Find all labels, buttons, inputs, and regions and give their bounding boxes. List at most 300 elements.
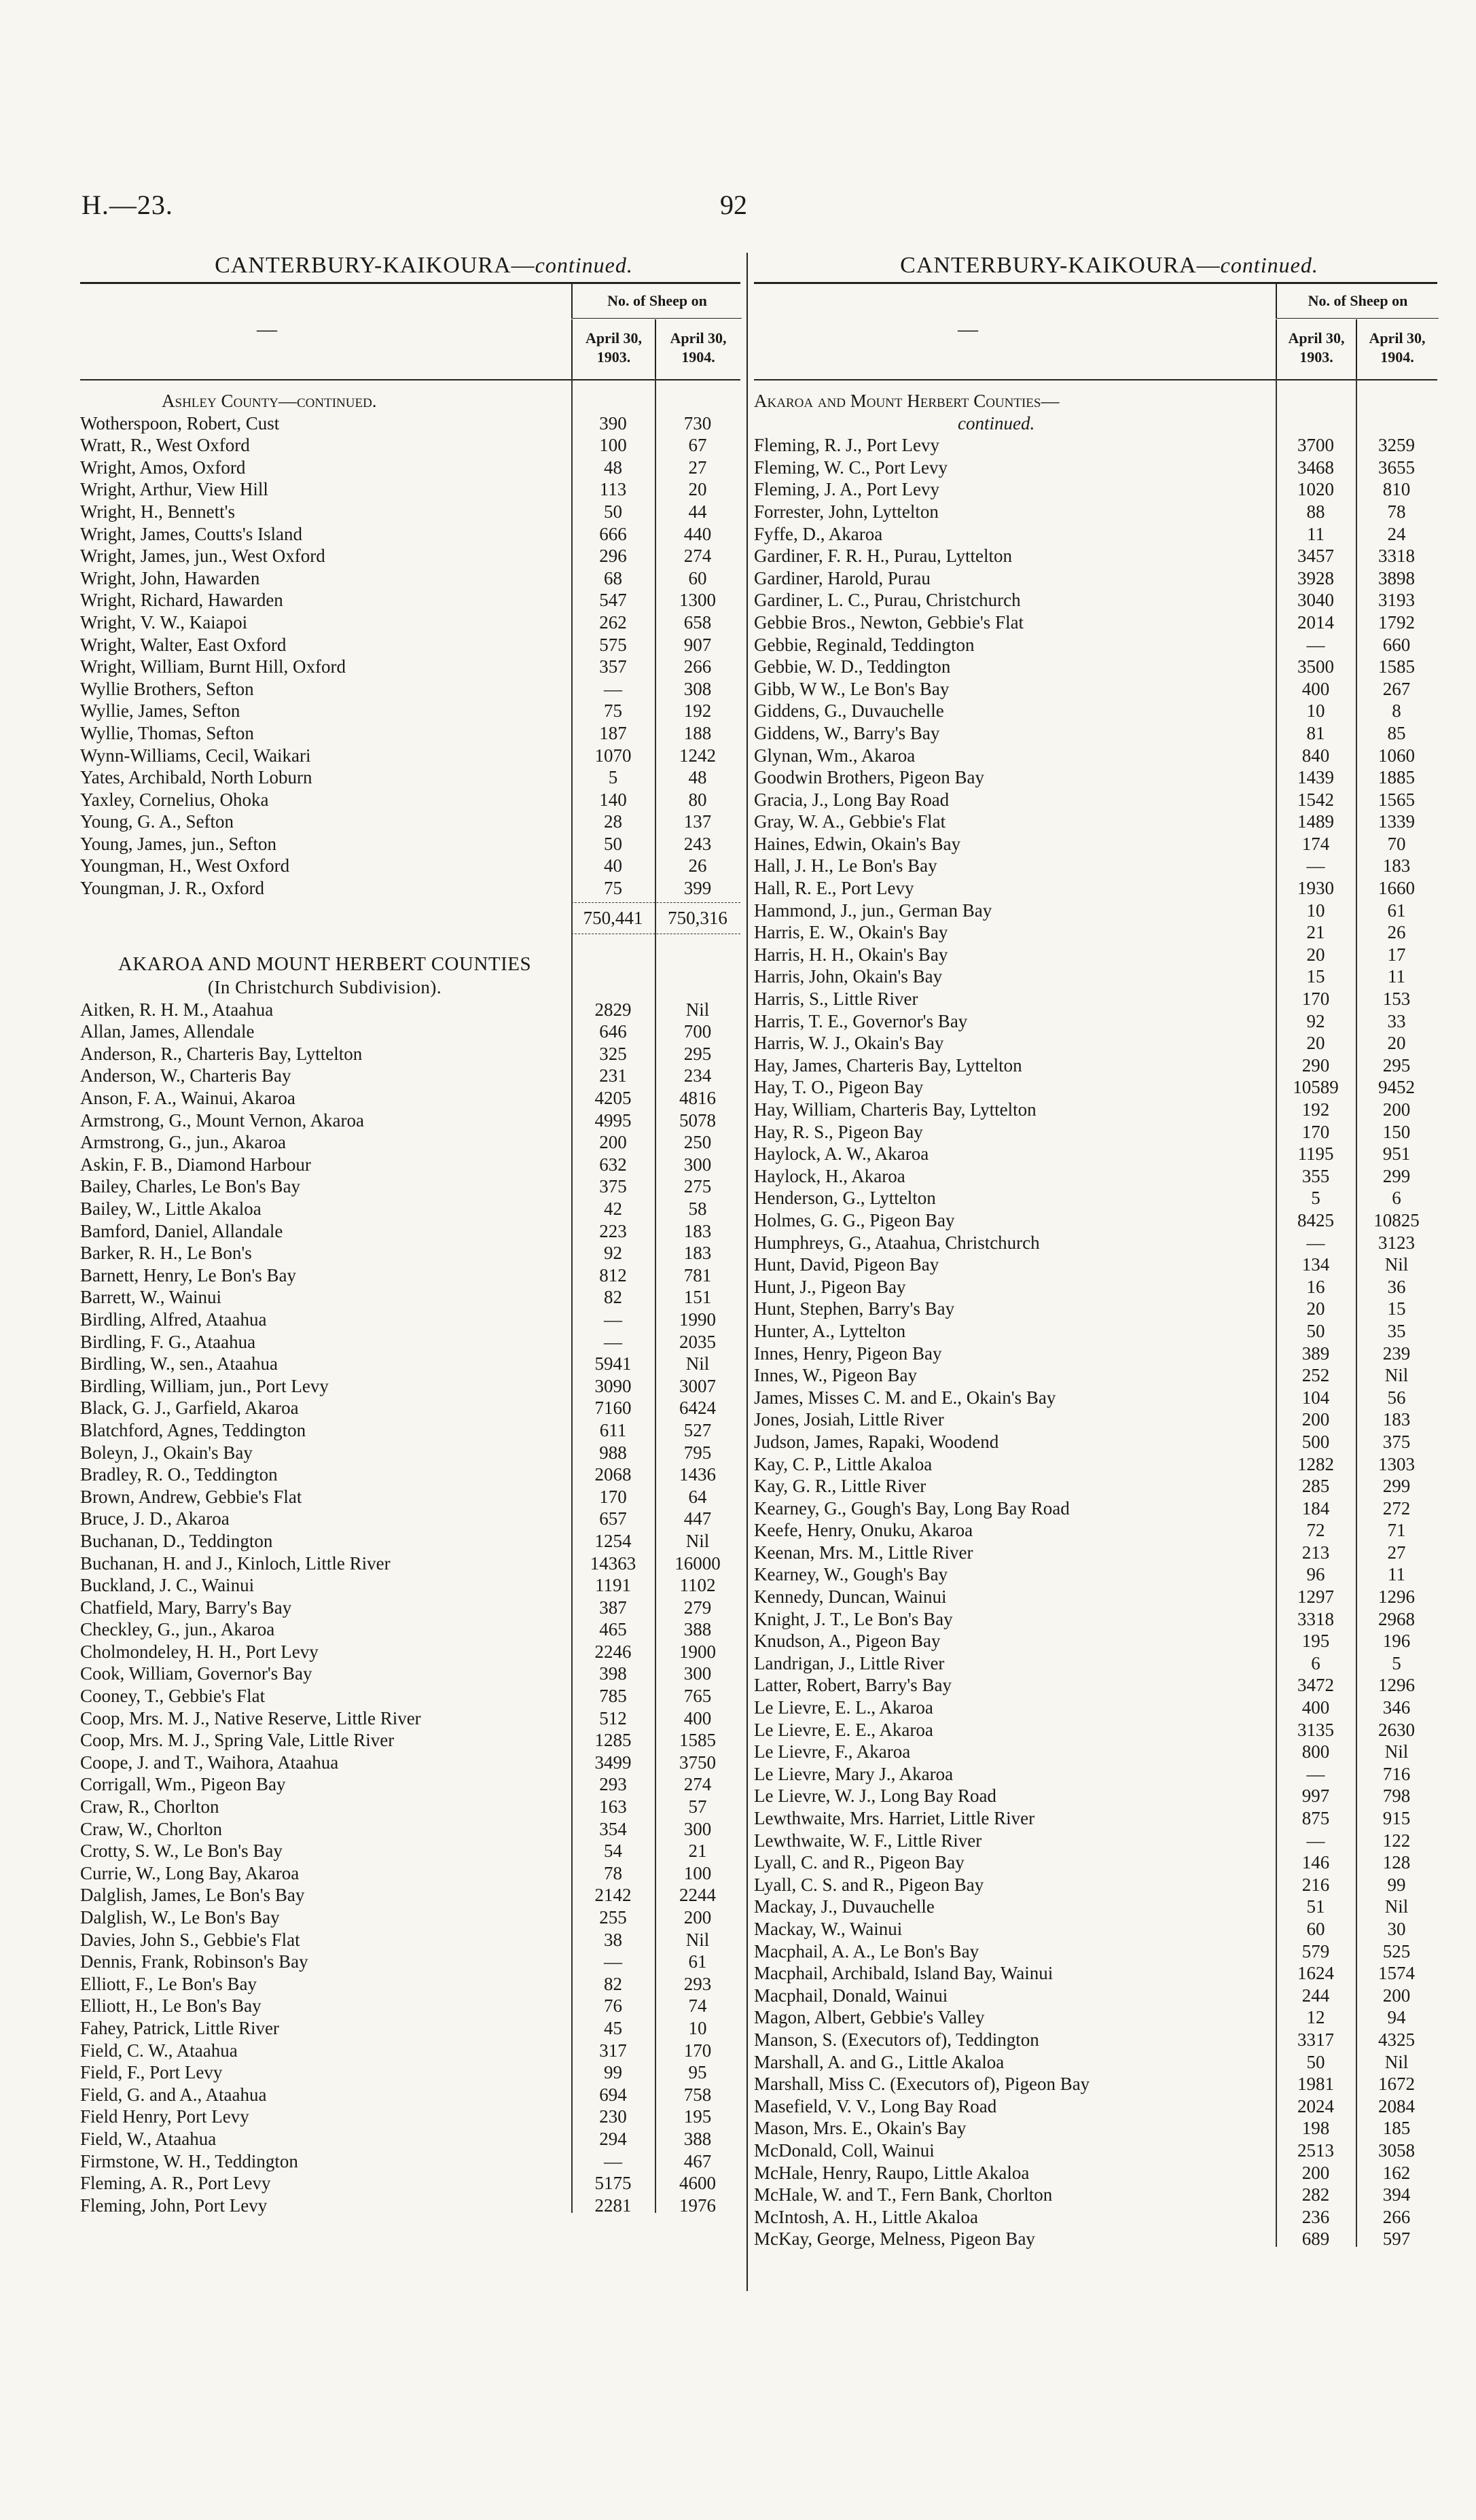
- name-cell: Hunter, A., Lyttelton: [754, 1320, 906, 1341]
- count-1904: 907: [683, 634, 712, 655]
- name-cell: Askin, F. B., Diamond Harbour: [80, 1154, 311, 1175]
- count-1903: 325: [599, 1043, 627, 1064]
- name-cell: Gardiner, L. C., Purau, Christchurch: [754, 590, 1021, 611]
- name-cell: Fahey, Patrick, Little River: [80, 2017, 279, 2038]
- count-1903: 5175: [594, 2173, 632, 2194]
- table-row: [80, 1131, 740, 1154]
- count-1904: 11: [1388, 966, 1405, 987]
- count-1903: 2513: [1297, 2140, 1334, 2161]
- name-cell: Elliott, F., Le Bon's Bay: [80, 1973, 257, 1994]
- name-cell: Coop, Mrs. M. J., Spring Vale, Little River: [80, 1730, 395, 1751]
- count-1904: 266: [1382, 2206, 1411, 2227]
- count-1903: 216: [1301, 1874, 1330, 1895]
- table-row: [754, 1608, 1437, 1631]
- count-1903: 547: [599, 590, 627, 611]
- table-row: [754, 1896, 1437, 1918]
- count-1903: 579: [1301, 1940, 1330, 1962]
- count-1903: 81: [1306, 722, 1325, 743]
- name-cell: Harris, W. J., Okain's Bay: [754, 1033, 944, 1054]
- count-1904: 394: [1382, 2184, 1411, 2205]
- count-1903: 3500: [1297, 656, 1334, 677]
- count-1904: 2968: [1378, 1608, 1415, 1629]
- name-cell: Holmes, G. G., Pigeon Bay: [754, 1209, 955, 1230]
- table-row: [754, 944, 1437, 966]
- count-1904: 274: [683, 546, 712, 567]
- count-1904: 274: [683, 1774, 712, 1795]
- table-row: [80, 434, 740, 457]
- count-1904: 1436: [679, 1464, 716, 1485]
- table-row: [754, 1276, 1437, 1298]
- name-cell: Wright, Arthur, View Hill: [80, 479, 268, 500]
- right-column: [754, 248, 1437, 2250]
- right-column-title: [781, 248, 1437, 282]
- table-row: [754, 1254, 1437, 1276]
- count-1904: 64: [688, 1486, 707, 1507]
- count-1904: 80: [688, 789, 707, 810]
- table-row: [754, 1232, 1437, 1254]
- count-1903: 82: [604, 1973, 622, 1994]
- count-1904: 188: [683, 722, 712, 743]
- count-1903: 1297: [1297, 1586, 1334, 1608]
- count-1903: 611: [599, 1419, 627, 1440]
- name-cell: Mackay, J., Duvauchelle: [754, 1896, 935, 1917]
- count-1904: 1242: [679, 745, 716, 766]
- count-1904: 61: [1387, 900, 1406, 921]
- count-1904: Nil: [685, 1353, 710, 1374]
- name-cell: Innes, Henry, Pigeon Bay: [754, 1343, 942, 1364]
- table-row: [80, 1530, 740, 1552]
- table-row: [80, 1309, 740, 1331]
- name-cell: Humphreys, G., Ataahua, Christchurch: [754, 1232, 1040, 1253]
- table-row: [754, 1940, 1437, 1963]
- count-1904: 3318: [1378, 546, 1415, 567]
- right-header-year-1904: April 30, 1904.: [1356, 319, 1437, 378]
- table-row: [754, 1408, 1437, 1431]
- count-1903: 2024: [1297, 2095, 1334, 2116]
- count-1904: Nil: [685, 1530, 710, 1551]
- table-row: [80, 611, 740, 634]
- count-1904: 3259: [1378, 435, 1415, 456]
- table-row: [754, 877, 1437, 900]
- name-cell: Barker, R. H., Le Bon's: [80, 1243, 252, 1264]
- table-row: [754, 1343, 1437, 1365]
- table-row: [80, 2195, 740, 2217]
- column-rule: [1276, 377, 1277, 2247]
- table-row: [754, 1874, 1437, 1896]
- name-cell: Bradley, R. O., Teddington: [80, 1464, 278, 1485]
- left-header-year-1904: April 30, 1904.: [655, 319, 740, 378]
- table-row: [80, 833, 740, 855]
- count-1904: 1303: [1378, 1453, 1415, 1474]
- name-cell: Youngman, J. R., Oxford: [80, 878, 265, 899]
- count-1903: 10: [1306, 900, 1325, 921]
- section-heading-akaroa-cont-2: continued.: [958, 412, 1035, 433]
- table-row: [754, 1563, 1437, 1586]
- table-row: [80, 1752, 740, 1774]
- count-1903: 100: [599, 435, 627, 456]
- count-1903: 163: [599, 1796, 627, 1817]
- table-row: [754, 1674, 1437, 1697]
- left-table-body: [80, 380, 740, 2216]
- name-cell: Harris, John, Okain's Bay: [754, 966, 943, 987]
- count-1903: —: [604, 678, 622, 699]
- name-cell: McKay, George, Melness, Pigeon Bay: [754, 2229, 1035, 2250]
- table-row: [754, 1697, 1437, 1719]
- name-cell: Young, James, jun., Sefton: [80, 833, 277, 854]
- table-row: [80, 1242, 740, 1264]
- count-1904: 239: [1382, 1343, 1411, 1364]
- table-row: [80, 999, 740, 1021]
- count-1903: 54: [604, 1841, 622, 1862]
- count-1903: 390: [599, 412, 627, 433]
- table-row: [80, 1065, 740, 1087]
- count-1904: 4325: [1378, 2029, 1415, 2050]
- count-1904: 400: [683, 1707, 712, 1728]
- name-cell: Barnett, Henry, Le Bon's Bay: [80, 1264, 297, 1285]
- count-1904: 195: [683, 2106, 712, 2127]
- count-1904: Nil: [685, 1929, 710, 1950]
- count-1903: 20: [1306, 1298, 1325, 1319]
- name-cell: Haylock, H., Akaroa: [754, 1165, 905, 1186]
- count-1904: 1296: [1378, 1586, 1415, 1608]
- count-1903: 290: [1301, 1054, 1330, 1076]
- count-1903: 146: [1301, 1852, 1330, 1873]
- name-cell: McHale, Henry, Raupo, Little Akaloa: [754, 2162, 1030, 2183]
- right-header-dash: —: [958, 318, 978, 340]
- count-1904: 6: [1392, 1188, 1401, 1209]
- table-row: [754, 1542, 1437, 1564]
- count-1904: 765: [683, 1686, 712, 1707]
- count-1903: 1930: [1297, 878, 1334, 899]
- table-row: [754, 1209, 1437, 1232]
- table-row: [80, 1198, 740, 1220]
- name-cell: Gebbie, W. D., Teddington: [754, 656, 951, 677]
- count-1903: 500: [1301, 1431, 1330, 1452]
- table-row: [754, 1918, 1437, 1940]
- name-cell: Wright, James, jun., West Oxford: [80, 546, 325, 567]
- count-1904: 183: [683, 1243, 712, 1264]
- name-cell: Le Lievre, E. L., Akaroa: [754, 1697, 933, 1718]
- count-1903: 60: [1306, 1918, 1325, 1939]
- table-row: [754, 501, 1437, 523]
- table-row: [80, 1353, 740, 1375]
- table-row: [80, 1995, 740, 2017]
- table-row: [80, 1110, 740, 1132]
- name-cell: Hay, William, Charteris Bay, Lyttelton: [754, 1099, 1037, 1120]
- count-1904: 4816: [679, 1088, 716, 1109]
- name-cell: Chatfield, Mary, Barry's Bay: [80, 1597, 292, 1618]
- table-row: [754, 855, 1437, 877]
- table-row: [754, 1010, 1437, 1033]
- table-row: [80, 2106, 740, 2128]
- name-cell: Mason, Mrs. E., Okain's Bay: [754, 2118, 967, 2139]
- count-1903: 75: [604, 700, 622, 722]
- count-1904: 308: [683, 678, 712, 699]
- name-cell: Le Lievre, Mary J., Akaroa: [754, 1763, 954, 1784]
- count-1904: 447: [683, 1508, 712, 1529]
- name-cell: Masefield, V. V., Long Bay Road: [754, 2095, 997, 2116]
- count-1903: 213: [1301, 1542, 1330, 1563]
- table-row: [80, 478, 740, 501]
- count-1903: 113: [599, 479, 627, 500]
- table-row: [80, 2084, 740, 2106]
- name-cell: Gebbie, Reginald, Teddington: [754, 634, 975, 655]
- count-1904: 16000: [674, 1552, 721, 1574]
- name-cell: Wotherspoon, Robert, Cust: [80, 412, 280, 433]
- table-row: [80, 2150, 740, 2173]
- count-1904: 71: [1387, 1520, 1406, 1541]
- name-cell: Barrett, W., Wainui: [80, 1287, 222, 1308]
- count-1903: 99: [604, 2062, 622, 2083]
- table-row: [80, 1641, 740, 1663]
- count-1903: 12: [1306, 2007, 1325, 2028]
- count-1903: 140: [599, 789, 627, 810]
- count-1903: 3928: [1297, 567, 1334, 588]
- count-1903: 255: [599, 1907, 627, 1928]
- count-1904: 399: [683, 878, 712, 899]
- section-heading-ashley: Ashley County—continued.: [162, 391, 377, 411]
- count-1904: 70: [1387, 833, 1406, 854]
- count-1903: 96: [1306, 1564, 1325, 1585]
- count-1904: 33: [1387, 1010, 1406, 1031]
- count-1904: 20: [1387, 1033, 1406, 1054]
- name-cell: Birdling, F. G., Ataahua: [80, 1331, 256, 1352]
- name-cell: Latter, Robert, Barry's Bay: [754, 1675, 952, 1696]
- count-1903: 3318: [1297, 1608, 1334, 1629]
- count-1904: 44: [688, 501, 707, 522]
- count-1904: 78: [1387, 501, 1406, 522]
- count-1903: 689: [1301, 2229, 1330, 2250]
- count-1904: 2084: [1378, 2095, 1415, 2116]
- count-1903: 48: [604, 457, 622, 478]
- count-1904: 3193: [1378, 590, 1415, 611]
- name-cell: McHale, W. and T., Fern Bank, Chorlton: [754, 2184, 1053, 2205]
- count-1904: 525: [1382, 1940, 1411, 1962]
- count-1904: 299: [1382, 1165, 1411, 1186]
- count-1903: 170: [599, 1486, 627, 1507]
- table-row: [754, 1032, 1437, 1054]
- table-row: [80, 1862, 740, 1885]
- count-1903: 355: [1301, 1165, 1330, 1186]
- count-1903: 184: [1301, 1497, 1330, 1519]
- total-rule: [571, 902, 740, 903]
- name-cell: Firmstone, W. H., Teddington: [80, 2150, 298, 2171]
- name-cell: Aitken, R. H. M., Ataahua: [80, 999, 274, 1020]
- count-1903: 1020: [1297, 479, 1334, 500]
- count-1904: 1672: [1378, 2074, 1415, 2095]
- count-1904: 798: [1382, 1786, 1411, 1807]
- table-row: [754, 1985, 1437, 2007]
- count-1904: Nil: [685, 999, 710, 1020]
- count-1903: 82: [604, 1287, 622, 1308]
- name-cell: Marshall, A. and G., Little Akaloa: [754, 2051, 1005, 2072]
- count-1904: 10825: [1373, 1209, 1420, 1230]
- table-row: [80, 1884, 740, 1906]
- count-1904: 153: [1382, 989, 1411, 1010]
- count-1903: 75: [604, 878, 622, 899]
- count-1903: 293: [599, 1774, 627, 1795]
- name-cell: Dennis, Frank, Robinson's Bay: [80, 1951, 308, 1972]
- name-cell: Macphail, Archibald, Island Bay, Wainui: [754, 1963, 1054, 1984]
- count-1903: 2014: [1297, 611, 1334, 633]
- count-1904: 234: [683, 1065, 712, 1086]
- count-1903: —: [1306, 1232, 1325, 1253]
- name-cell: Innes, W., Pigeon Bay: [754, 1365, 917, 1386]
- table-row: [80, 1021, 740, 1043]
- table-row: [754, 1785, 1437, 1807]
- count-1903: 694: [599, 2084, 627, 2105]
- name-cell: Haines, Edwin, Okain's Bay: [754, 833, 961, 854]
- count-1904: 730: [683, 412, 712, 433]
- count-1903: 1489: [1297, 811, 1334, 832]
- table-row: [754, 1099, 1437, 1121]
- name-cell: Hunt, Stephen, Barry's Bay: [754, 1298, 955, 1319]
- name-cell: Marshall, Miss C. (Executors of), Pigeon Bay: [754, 2074, 1090, 2095]
- total-row: [80, 900, 740, 940]
- count-1903: 1542: [1297, 789, 1334, 810]
- count-1904: 2630: [1378, 1719, 1415, 1740]
- count-1904: 2244: [679, 1885, 716, 1906]
- name-cell: Dalglish, W., Le Bon's Bay: [80, 1907, 280, 1928]
- section-heading-akaroa: AKAROA AND MOUNT HERBERT COUNTIES: [118, 953, 532, 975]
- count-1903: 646: [599, 1021, 627, 1042]
- count-1904: 716: [1382, 1763, 1411, 1784]
- name-cell: Kearney, G., Gough's Bay, Long Bay Road: [754, 1497, 1070, 1519]
- table-row: [80, 523, 740, 546]
- count-1904: 1574: [1378, 1963, 1415, 1984]
- name-cell: Lyall, C. S. and R., Pigeon Bay: [754, 1874, 984, 1895]
- table-row: [80, 1419, 740, 1442]
- name-cell: Landrigan, J., Little River: [754, 1652, 945, 1673]
- count-1904: 250: [683, 1132, 712, 1153]
- table-row: [80, 2172, 740, 2195]
- table-row: [80, 2017, 740, 2040]
- count-1903: —: [1306, 1763, 1325, 1784]
- name-cell: Wright, William, Burnt Hill, Oxford: [80, 656, 346, 677]
- total-1903: 750,441: [583, 907, 643, 928]
- count-1903: 575: [599, 634, 627, 655]
- name-cell: Hall, R. E., Port Levy: [754, 878, 914, 899]
- table-row: [80, 2040, 740, 2062]
- count-1903: 354: [599, 1818, 627, 1839]
- count-1904: 1300: [679, 590, 716, 611]
- count-1903: 282: [1301, 2184, 1330, 2205]
- table-row: [754, 589, 1437, 611]
- count-1903: 3317: [1297, 2029, 1334, 2050]
- table-row: [754, 523, 1437, 546]
- name-cell: Davies, John S., Gebbie's Flat: [80, 1929, 300, 1950]
- name-cell: Bailey, Charles, Le Bon's Bay: [80, 1176, 301, 1197]
- count-1903: 16: [1306, 1276, 1325, 1297]
- table-row: [80, 678, 740, 700]
- count-1904: 60: [688, 567, 707, 588]
- count-1904: 2035: [679, 1331, 716, 1352]
- table-row: [754, 1630, 1437, 1652]
- count-1903: 50: [1306, 1320, 1325, 1341]
- count-1903: 1195: [1297, 1143, 1334, 1165]
- count-1904: 24: [1387, 523, 1406, 544]
- count-1903: 5941: [594, 1353, 632, 1374]
- name-cell: Hay, T. O., Pigeon Bay: [754, 1077, 924, 1098]
- count-1904: 162: [1382, 2162, 1411, 2183]
- count-1904: 183: [1382, 855, 1411, 876]
- count-1904: 388: [683, 2128, 712, 2149]
- name-cell: Gray, W. A., Gebbie's Flat: [754, 811, 946, 832]
- name-cell: Corrigall, Wm., Pigeon Bay: [80, 1774, 286, 1795]
- table-row: [80, 1154, 740, 1176]
- name-cell: Knudson, A., Pigeon Bay: [754, 1631, 941, 1652]
- table-row: [754, 766, 1437, 789]
- table-row: [754, 811, 1437, 833]
- table-row: [80, 1597, 740, 1619]
- count-1904: 295: [683, 1043, 712, 1064]
- table-row: [754, 1187, 1437, 1209]
- name-cell: Lewthwaite, Mrs. Harriet, Little River: [754, 1808, 1035, 1828]
- table-row: [80, 1175, 740, 1198]
- count-1903: 76: [604, 1995, 622, 2017]
- name-cell: Hay, James, Charteris Bay, Lyttelton: [754, 1054, 1022, 1076]
- count-1903: 134: [1301, 1254, 1330, 1275]
- count-1904: 21: [688, 1841, 707, 1862]
- name-cell: Kay, G. R., Little River: [754, 1476, 926, 1497]
- table-row: [80, 1773, 740, 1796]
- count-1903: —: [1306, 855, 1325, 876]
- count-1903: 92: [604, 1243, 622, 1264]
- name-cell: Wright, James, Coutts's Island: [80, 523, 303, 544]
- name-cell: Fleming, R. J., Port Levy: [754, 435, 940, 456]
- name-cell: Kay, C. P., Little Akaloa: [754, 1453, 933, 1474]
- name-cell: Henderson, G., Lyttelton: [754, 1188, 936, 1209]
- name-cell: Coop, Mrs. M. J., Native Reserve, Little River: [80, 1707, 421, 1728]
- name-cell: Checkley, G., jun., Akaroa: [80, 1619, 275, 1640]
- name-cell: Wratt, R., West Oxford: [80, 435, 250, 456]
- count-1904: 56: [1387, 1387, 1406, 1408]
- count-1904: 170: [683, 2040, 712, 2061]
- count-1904: 658: [683, 611, 712, 633]
- name-cell: Allan, James, Allendale: [80, 1021, 255, 1042]
- count-1903: 88: [1306, 501, 1325, 522]
- name-cell: Lewthwaite, W. F., Little River: [754, 1830, 982, 1851]
- table-row: [80, 1508, 740, 1530]
- count-1903: 50: [604, 501, 622, 522]
- count-1903: 840: [1301, 745, 1330, 766]
- name-cell: Anson, F. A., Wainui, Akaroa: [80, 1088, 295, 1109]
- table-row: [80, 1331, 740, 1353]
- table-row: [80, 656, 740, 678]
- count-1903: 10589: [1293, 1077, 1339, 1098]
- count-1904: 74: [688, 1995, 707, 2017]
- count-1903: 236: [1301, 2206, 1330, 2227]
- count-1903: 28: [604, 811, 622, 832]
- count-1903: 50: [604, 833, 622, 854]
- table-row: [754, 921, 1437, 944]
- count-1903: 3468: [1297, 457, 1334, 478]
- name-cell: Anderson, W., Charteris Bay: [80, 1065, 291, 1086]
- count-1903: 6: [1311, 1652, 1320, 1673]
- count-1903: —: [604, 2150, 622, 2171]
- count-1904: Nil: [1384, 2051, 1409, 2072]
- table-row: [80, 1707, 740, 1730]
- table-row: [754, 2228, 1437, 2250]
- count-1904: 660: [1382, 634, 1411, 655]
- count-1903: 1981: [1297, 2074, 1334, 2095]
- name-cell: Hunt, J., Pigeon Bay: [754, 1276, 906, 1297]
- count-1903: —: [1306, 634, 1325, 655]
- table-row: [80, 700, 740, 722]
- table-row: [80, 811, 740, 833]
- table-row: [754, 1364, 1437, 1387]
- count-1904: 1565: [1378, 789, 1415, 810]
